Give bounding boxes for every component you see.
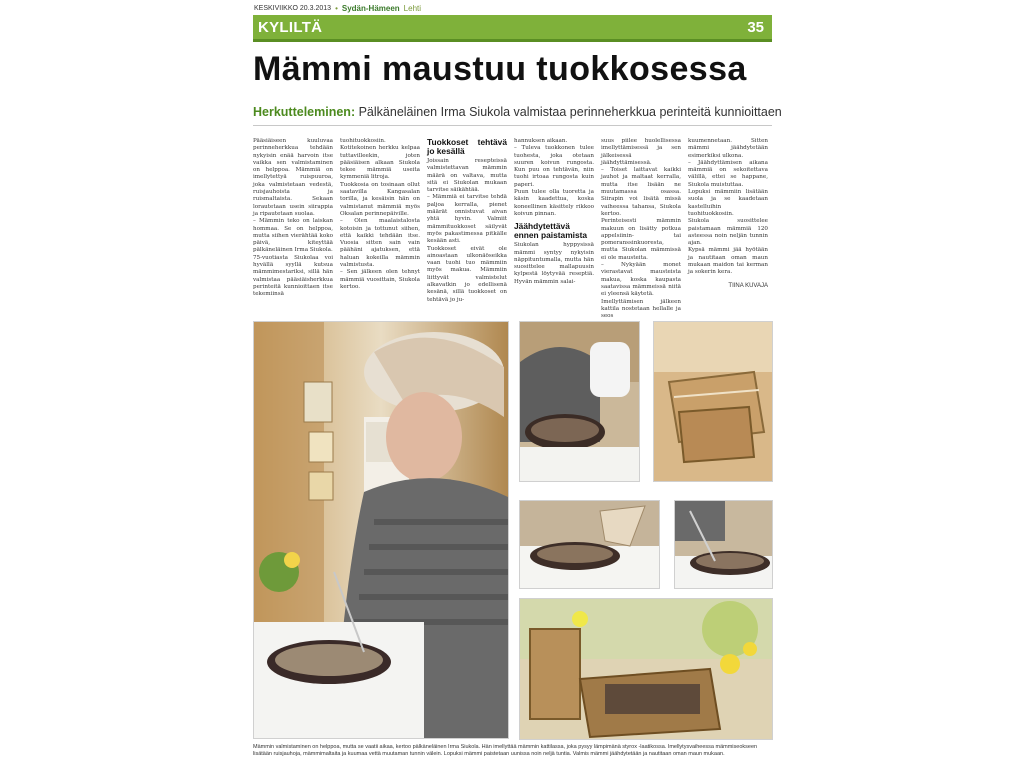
article-column-2 [340,138,420,291]
kicker [253,105,782,119]
paragraph: Puun tulee olla tuoretta ja käsin kaadettua, koska koneellinen käsittely rikkoo koivun pinnan. [514,189,594,217]
paragraph: Kotitekoinen herkku kelpaa tuttavilleekin, joten pääsiäisen alkaan Siukola tekee mämmiä useita kymmeniä litroja. [340,145,420,181]
paragraph: suus piilee huolellisessa imellyttämisessä ja sen jälkeisessä jäähdyttämisessä. [601,138,681,166]
paragraph: – Mämmin teko on laiskan hommaa. Se on helppoa, mutta siihen vierähtää koko päivä, kiteyttää pälkäneläinen Irma Siukola. [253,218,333,254]
article-column-4 [514,138,594,286]
paragraph: – Sen jälkeen olen tehnyt mämmiä vuosittain, Siukola kertoo. [340,269,420,290]
article-column-3 [427,138,507,304]
paragraph: – Nykyään monet vierastavat mausteista makua, koska kaupasta saatavissa mämmeissä niitä ei yleensä käytetä. [601,262,681,298]
section-rule [253,39,772,42]
kicker-label: Herkutteleminen: [253,105,356,119]
paragraph: tuohituokkosiin. [340,138,386,144]
newspaper-brand-suffix: Lehti [403,3,422,13]
headline: Mämmi maustuu tuokkosessa [253,50,747,88]
paragraph: – Jäähdyttämisen aikana mämmiä on sekoitettava välillä, ettei se happane, Siukola muistuttaa. [688,159,768,188]
kicker-divider [253,125,772,126]
page-number: 35 [747,19,764,36]
birch-bark-containers-photo [653,321,773,482]
paragraph: – Toiset laittavat kaikki jauhot ja maltaat kerralla, mutta itse lisään ne muutamassa osassa. Siirapin voi lisätä missä vaiheessa tahansa, Siukola kertoo. [601,167,681,217]
paragraph: Lopuksi mämmiin lisätään suola ja se kaadetaan kastelluihin tuohituokkosiin. [688,189,768,217]
subheading: Jäähdytettävä ennen paistamista [514,221,588,241]
paragraph: – Mämmiä ei tarvitse tehdä paljoa kerralla, pienet määrät onnistuvat aivan yhtä hyvin. Valmiit mämmituokkoset säilyvät myös pakastimessa pitkälle kesään asti. [427,194,507,245]
article-column-6 [688,138,768,290]
article-column-5 [601,138,681,320]
paragraph: Pääsiäiseen kuuluvaa perinneherkkua tehdään nykyisin enää harvoin itse vaikka sen valmistaminen on helppoa. Mämmiä on imellytettyä ruispuuroa, joka valmistetaan vedestä, ruisjauhoista ja ruismaltaista. Sekaan lorautetaan usein siirappia ja ripautetaan suolaa. [253,138,333,217]
adding-flour-photo [519,500,660,589]
paragraph: Imellyttämisen jälkeen kattila nostetaan hellalle ja seos [601,298,681,320]
paragraph: Tuokkoset eivät ole ainoastaan ulkonäöseikka vaan tuohi tuo mämmiin myös makua. Mämmiin liittyvät valmistelut alkavatkin jo edellisenä kesänä, sillä tuokkoset on tehtävä jo ju- [427,245,507,303]
paragraph: – Tuleva tuokkonen tulee tuohesta, joka otetaan suuren koivun rungosta. Kun puu on tehtävän, niin tuohi irtoaa rungosta kuin paperi. [514,145,594,188]
mixer-in-pot-photo [519,321,640,482]
paragraph: hannuksen aikaan. [514,138,568,144]
subheading: Tuokkoset tehtävä jo kesällä [427,137,507,156]
newspaper-brand: Sydän-Hämeen [341,3,400,13]
masthead [254,2,772,14]
section-bar [253,15,772,42]
section-label: KYLILTÄ [258,19,323,36]
woman-stirring-pot-photo [253,321,509,739]
article-column-1 [253,138,333,299]
paragraph: Siukola suosittelee paistamaan mämmiä 120 asteessa noin neljän tunnin ajan. [688,218,768,247]
separator-dot-icon: • [335,3,338,13]
kicker-text: Pälkäneläinen Irma Siukola valmistaa perinneherkkua perinteitä kunnioittaen [358,105,782,119]
issue-date: KESKIVIIKKO 20.3.2013 [254,4,332,12]
whisk-in-pot-photo [674,500,773,589]
paragraph: Tuokkosia on tosinaan ollut saatavilla Kangasalan torilla, ja kesäisin hän on valmistanut mämmiä myös Oksalan perinnepäiville. [340,181,420,217]
paragraph: Siukolan hyppysissä mämmi syntyy nykyisin näppituntumalla, mutta hän suosittelee mallapuusin kylpestä löytyvää reseptiä. Hyvän mämmin salai- [514,242,594,285]
author-signature: TIINA KUVAJA [728,282,768,289]
paragraph: kuumennetaan. Sitten mämmi jäähdytetään esimerkiksi ulkona. [688,138,768,159]
photo-caption: Mämmin valmistaminen on helppoa, mutta se vaatii aikaa, kertoo pälkäneläinen Irma Siukola. Hän imellyttää mämmin kattilassa, joka pysyy lämpimänä styrox -laatikossa. Imellytysvaiheessa mämmiseokseen lisätään ruisjauhoja, mämmimaltaita ja kuumaa vettä muutaman tunnin välein. Lopuksi mämmi paistetaan uunissa noin neljä tuntia. Valmis mämmi jäähdytetään ja nautitaan oman maun mukaan. [253,744,758,757]
finished-mammi-easter-photo [519,598,773,740]
paragraph: Perinteisesti mämmin makuun on lisätty potkua appelsiinin- tai pomeranssinkuoresta, mutta Siukolan mämmissä ei ole mausteita. [601,218,681,261]
paragraph: 75-vuotiasta Siukolaa voi hyvällä syyllä kutsua mämmimestariksi, sillä hän valmistaa pääsiäisherkkua perinteitä kunnioittaen itse tekemiinsä [253,254,333,298]
paragraph: Kypsä mämmi jää hyötään ja nautitaan oman maun mukaan maidon tai kerman ja sokerin kera. [688,247,768,276]
paragraph: Joissain resepteissä valmistettavan mämmin määrä on valtava, mutta sitä ei Siukolan mukaan tarvitse säikähtää. [427,158,507,194]
paragraph: – Olen maalaistalosta kotoisin ja tottunut siihen, että kaikki tehdään itse. Vuosia sitten sain vain päähäni ajatuksen, että haluan kokeilla mämmin valmistusta. [340,218,420,269]
